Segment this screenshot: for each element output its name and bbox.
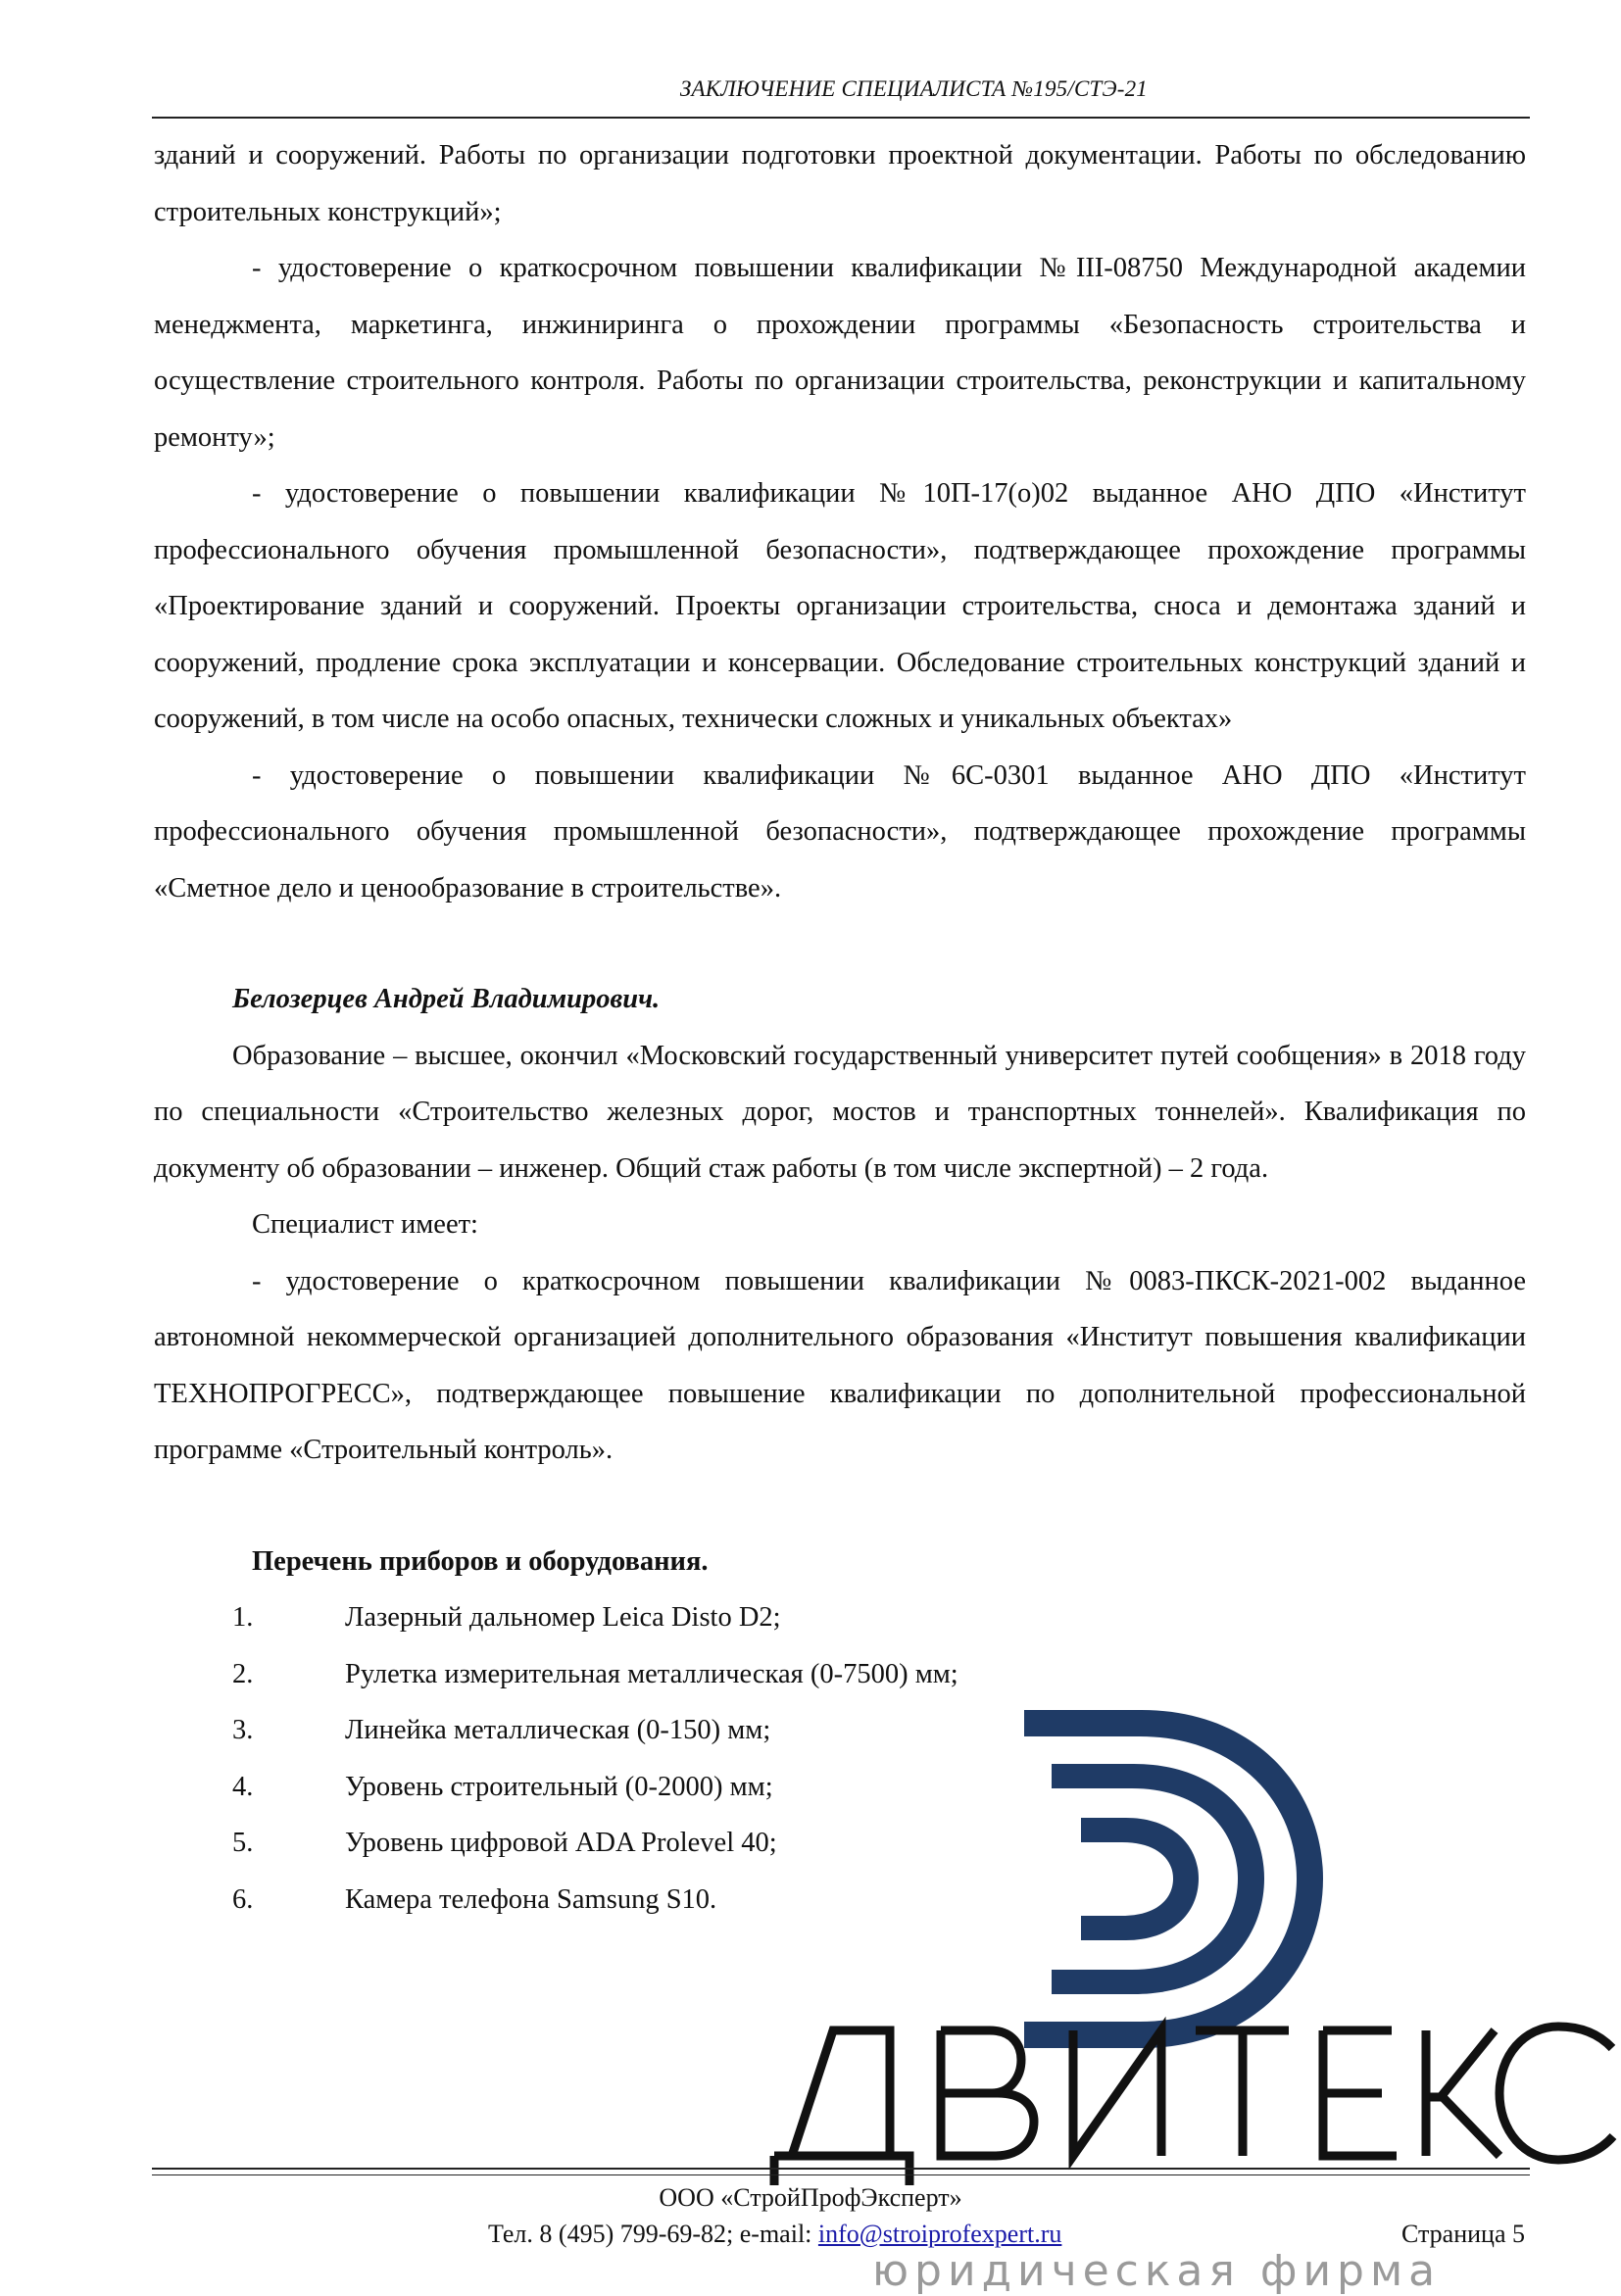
paragraph-certificate: - удостоверение о краткосрочном повышении квалификации №0083-ПКСК-2021-002 выданное автономной некоммерческой организацией дополнительного образования «Институт повышения квалификации ТЕХНОПРОГРЕСС», подтверждающее повышение квалификации по дополнительной профессиональной программе «Строительный контроль».: [154, 1265, 1526, 1465]
watermark-brand-text: ДВИТЕКС: [774, 1996, 847, 2013]
list-item-text: Рулетка измерительная металлическая (0-7500) мм;: [345, 1658, 958, 1689]
page-number: Страница 5: [1400, 2220, 1525, 2248]
footer-rule: [152, 2168, 1530, 2170]
list-item: [154, 1589, 1526, 1646]
footer-company: ООО «СтройПрофЭксперт»: [659, 2183, 962, 2212]
footer-rule-thin: [152, 2174, 1530, 2175]
footer-contact: [488, 2220, 1061, 2249]
list-item-text: Уровень строительный (0-2000) мм;: [345, 1771, 773, 1802]
spacer: [154, 916, 1526, 971]
list-item-number: 2.: [232, 1658, 254, 1689]
footer-email-link[interactable]: info@stroiprofexpert.ru: [817, 2220, 1062, 2248]
list-item-number: 5.: [232, 1828, 254, 1858]
list-item-text: Линейка металлическая (0-150) мм;: [345, 1715, 771, 1745]
paragraph-1: зданий и сооружений. Работы по организации подготовки проектной документации. Работы по обследованию строительных конструкций»;: [154, 140, 1526, 227]
list-item-text: Камера телефона Samsung S10.: [345, 1883, 717, 1915]
page-header: [152, 76, 1530, 116]
header-rule: [152, 117, 1530, 119]
specialist-name: Белозерцев Андрей Владимирович.: [232, 984, 661, 1014]
list-item-text: Лазерный дальномер Leica Disto D2;: [345, 1602, 781, 1633]
paragraph-2: - удостоверение о краткосрочном повышении квалификации №III-08750 Международной академии менеджмента, маркетинга, инжиниринга о прохождении программы «Безопасность строительства и осуществление строительного контроля. Работы по организации строительства, реконструкции и капитальному ремонту»;: [154, 253, 1526, 453]
document-body: [154, 127, 1526, 1928]
equipment-title: Перечень приборов и оборудования.: [252, 1545, 709, 1577]
list-item-number: 1.: [232, 1602, 254, 1633]
paragraph-4: - удостоверение о повышении квалификации №6С-0301 выданное АНО ДПО «Институт профессионального обучения промышленной безопасности», подтверждающее прохождение программы «Сметное дело и ценообразование в строительстве».: [154, 759, 1526, 904]
paragraph-3: - удостоверение о повышении квалификации №10П-17(о)02 выданное АНО ДПО «Институт профессионального обучения промышленной безопасности», подтверждающее прохождение программы «Проектирование зданий и сооружений. Проекты организации строительства, сноса и демонтажа зданий и сооружений, продление срока эксплуатации и консервации. Обследование строительных конструкций зданий и сооружений, в том числе на особо опасных, технически сложных и уникальных объектах»: [154, 478, 1526, 734]
list-item: [154, 1646, 1526, 1703]
list-item-number: 4.: [232, 1771, 254, 1802]
paragraph-specialist-has: Специалист имеет:: [252, 1209, 478, 1240]
list-item-number: 6.: [232, 1883, 254, 1915]
list-item-text: Уровень цифровой ADA Prolevel 40;: [345, 1828, 777, 1858]
footer-phone: Тел. 8 (495) 799-69-82; e-mail:: [488, 2220, 818, 2248]
watermark-tagline: юридическая фирма: [872, 2246, 1442, 2296]
watermark-logo-mark: [1024, 1710, 1323, 2048]
spacer: [154, 1479, 1526, 1534]
paragraph-education: Образование – высшее, окончил «Московский государственный университет путей сообщения» в 2018 году по специальности «Строительство железных дорог, мостов и транспортных тоннелей». Квалификация по документу об образовании – инженер. Общий стаж работы (в том числе экспертной) – 2 года.: [154, 1040, 1526, 1184]
header-title: ЗАКЛЮЧЕНИЕ СПЕЦИАЛИСТА №195/СТЭ-21: [679, 76, 1148, 101]
list-item-number: 3.: [232, 1715, 254, 1745]
